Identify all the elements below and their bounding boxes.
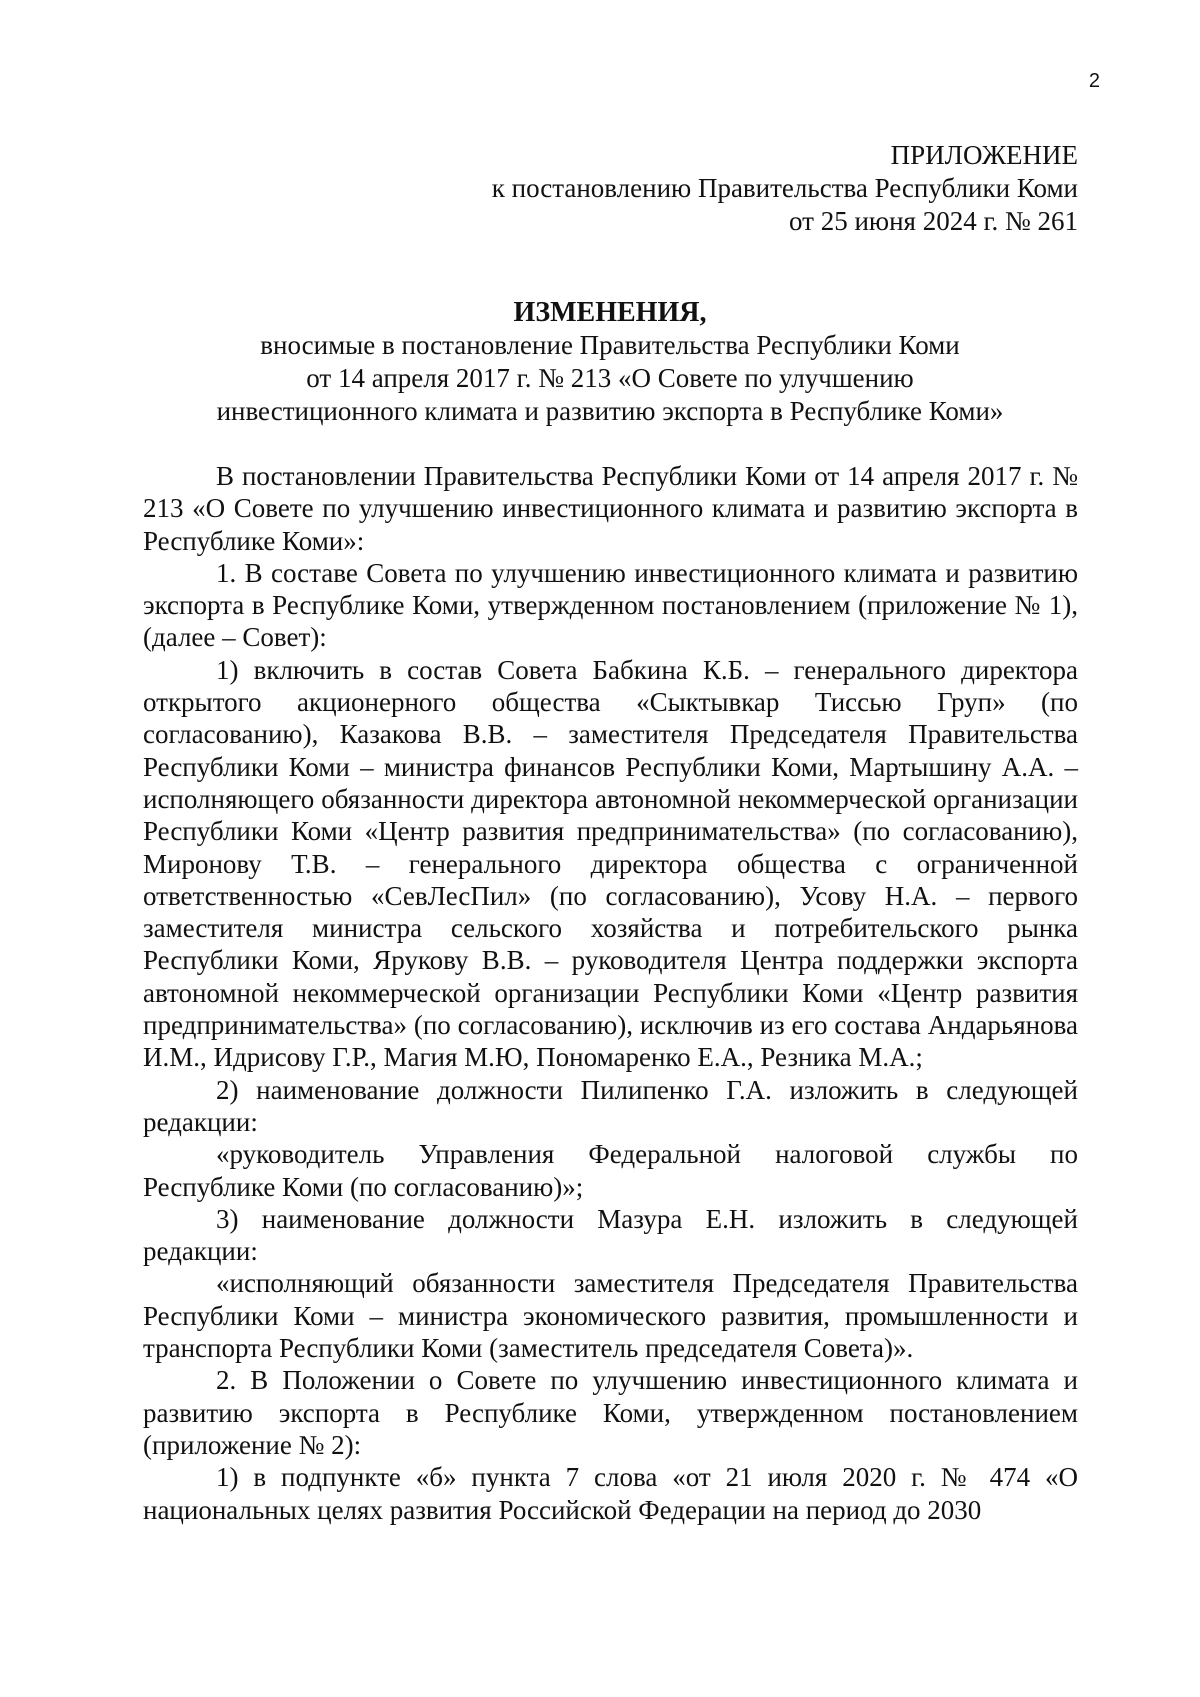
body-paragraph: «исполняющий обязанности заместителя Председателя Правительства Республики Коми – министра экономического развития, промышленности и транспорта Республики Коми (заместитель председателя Совета)». [143,1268,1078,1364]
title-line-2: от 14 апреля 2017 г. № 213 «О Совете по улучшению [306,363,914,393]
page-number: 2 [1088,70,1100,92]
appendix-resolution-ref: к постановлению Правительства Республики Коми [491,173,1078,203]
document-title: ИЗМЕНЕНИЯ, [513,297,707,328]
body-paragraph: 1) включить в состав Совета Бабкина К.Б. – генерального директора открытого акционерного общества «Сыктывкар Тиссью Груп» (по согласованию), Казакова В.В. – заместителя Председателя Правительства Республики Коми – министра финансов Республики Коми, Мартышину А.А. – исполняющего обязанности директора автономной некоммерческой организации Республики Коми «Центр развития предпринимательства» (по согласованию), Миронову Т.В. – генерального директора общества с ограниченной ответственностью «СевЛесПил» (по согласованию), Усову Н.А. – первого заместителя министра сельского хозяйства и потребительского рынка Республики Коми, Ярукову В.В. – руководителя Центра поддержки экспорта автономной некоммерческой организации Республики Коми «Центр развития предпринимательства» (по согласованию), исключив из его состава Андарьянова И.М., Идрисову Г.Р., Магия М.Ю, Пономаренко Е.А., Резника М.А.; [143,654,1078,1073]
title-line-1: вносимые в постановление Правительства Республики Коми [260,330,960,360]
appendix-header [492,139,1078,238]
title-line-3: инвестиционного климата и развитию экспорта в Республике Коми» [216,396,1004,426]
body-paragraph: 1) в подпункте «б» пункта 7 слова «от 21 июля 2020 г. № 474 «О национальных целях развития Российской Федерации на период до 2030 [143,1462,1078,1525]
body-paragraph: «руководитель Управления Федеральной налоговой службы по Республике Коми (по согласованию)»; [143,1139,1078,1202]
document-body [143,460,1078,1526]
body-paragraph: В постановлении Правительства Республики Коми от 14 апреля 2017 г. № 213 «О Совете по улучшению инвестиционного климата и развитию экспорта в Республике Коми»: [143,461,1078,556]
appendix-label: ПРИЛОЖЕНИЕ [890,140,1078,170]
body-paragraph: 2. В Положении о Совете по улучшению инвестиционного климата и развитию экспорта в Республике Коми, утвержденном постановлением (приложение № 2): [143,1365,1078,1460]
appendix-resolution-date: от 25 июня 2024 г. № 261 [789,206,1078,236]
body-paragraph: 1. В составе Совета по улучшению инвестиционного климата и развитию экспорта в Республике Коми, утвержденном постановлением (приложение № 1), (далее – Совет): [143,557,1078,653]
body-paragraph: 2) наименование должности Пилипенко Г.А. изложить в следующей редакции: [143,1074,1078,1137]
document-title-block [142,296,1078,428]
body-paragraph: 3) наименование должности Мазура Е.Н. изложить в следующей редакции: [143,1203,1078,1267]
